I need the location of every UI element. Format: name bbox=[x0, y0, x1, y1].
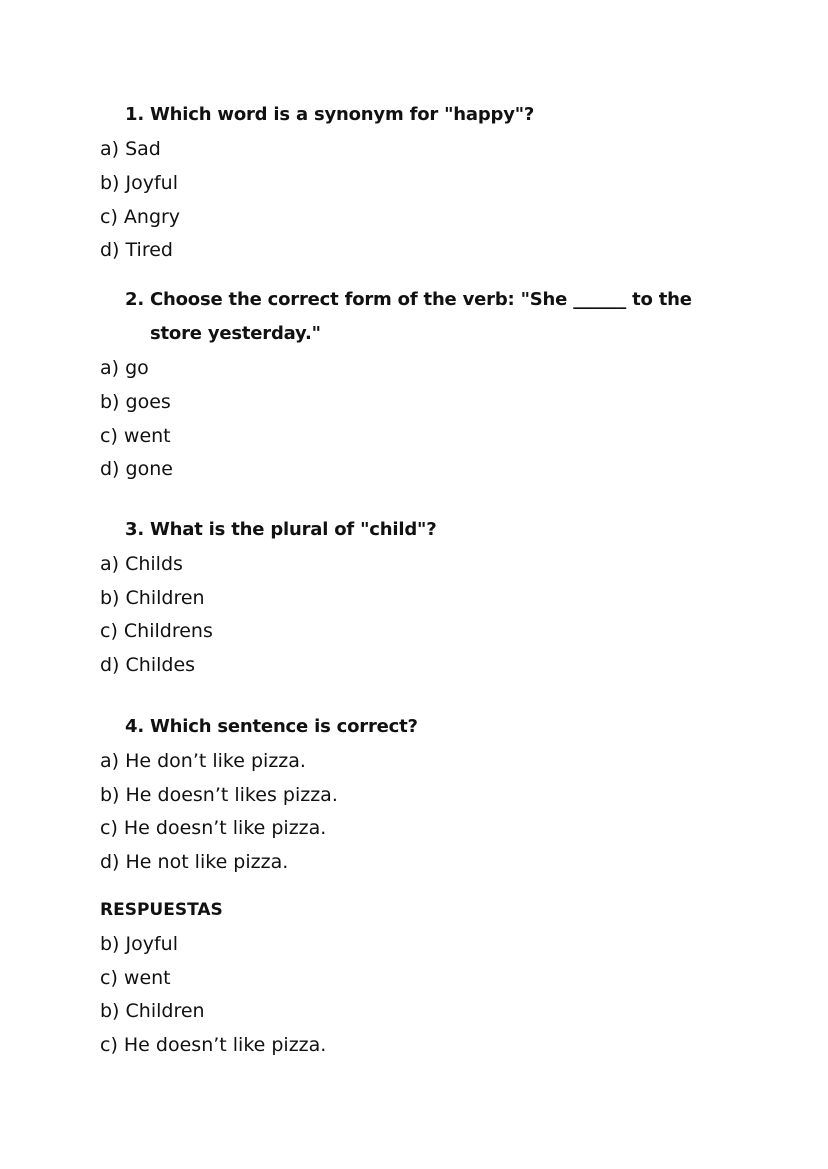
question-number: 2. bbox=[125, 289, 144, 310]
question-number: 4. bbox=[125, 716, 144, 737]
option-3d: d) Childes bbox=[100, 654, 196, 676]
question-3 bbox=[125, 513, 436, 547]
question-number: 3. bbox=[125, 519, 144, 540]
question-text: Which word is a synonym for "happy"? bbox=[150, 104, 535, 125]
question-2 bbox=[125, 283, 715, 351]
option-2b: b) goes bbox=[100, 391, 171, 413]
option-1c: c) Angry bbox=[100, 206, 181, 228]
option-3c: c) Childrens bbox=[100, 620, 213, 642]
option-4b: b) He doesn’t likes pizza. bbox=[100, 784, 338, 806]
question-text-continued: store yesterday." bbox=[150, 323, 321, 344]
question-text: Choose the correct form of the verb: "She ______ to the bbox=[150, 289, 692, 310]
option-1d: d) Tired bbox=[100, 239, 173, 261]
option-2d: d) gone bbox=[100, 458, 173, 480]
answer-4: c) He doesn’t like pizza. bbox=[100, 1034, 327, 1056]
question-number: 1. bbox=[125, 104, 144, 125]
answers-heading: RESPUESTAS bbox=[100, 900, 223, 920]
option-1b: b) Joyful bbox=[100, 172, 178, 194]
option-2a: a) go bbox=[100, 357, 149, 379]
question-4 bbox=[125, 710, 418, 744]
answer-3: b) Children bbox=[100, 1000, 205, 1022]
question-text: Which sentence is correct? bbox=[150, 716, 418, 737]
option-3a: a) Childs bbox=[100, 553, 183, 575]
answer-2: c) went bbox=[100, 967, 171, 989]
question-1 bbox=[125, 98, 534, 132]
option-2c: c) went bbox=[100, 425, 171, 447]
question-text: What is the plural of "child"? bbox=[150, 519, 437, 540]
option-3b: b) Children bbox=[100, 587, 205, 609]
option-4a: a) He don’t like pizza. bbox=[100, 750, 306, 772]
option-4d: d) He not like pizza. bbox=[100, 851, 289, 873]
option-1a: a) Sad bbox=[100, 138, 161, 160]
answer-1: b) Joyful bbox=[100, 933, 178, 955]
option-4c: c) He doesn’t like pizza. bbox=[100, 817, 327, 839]
